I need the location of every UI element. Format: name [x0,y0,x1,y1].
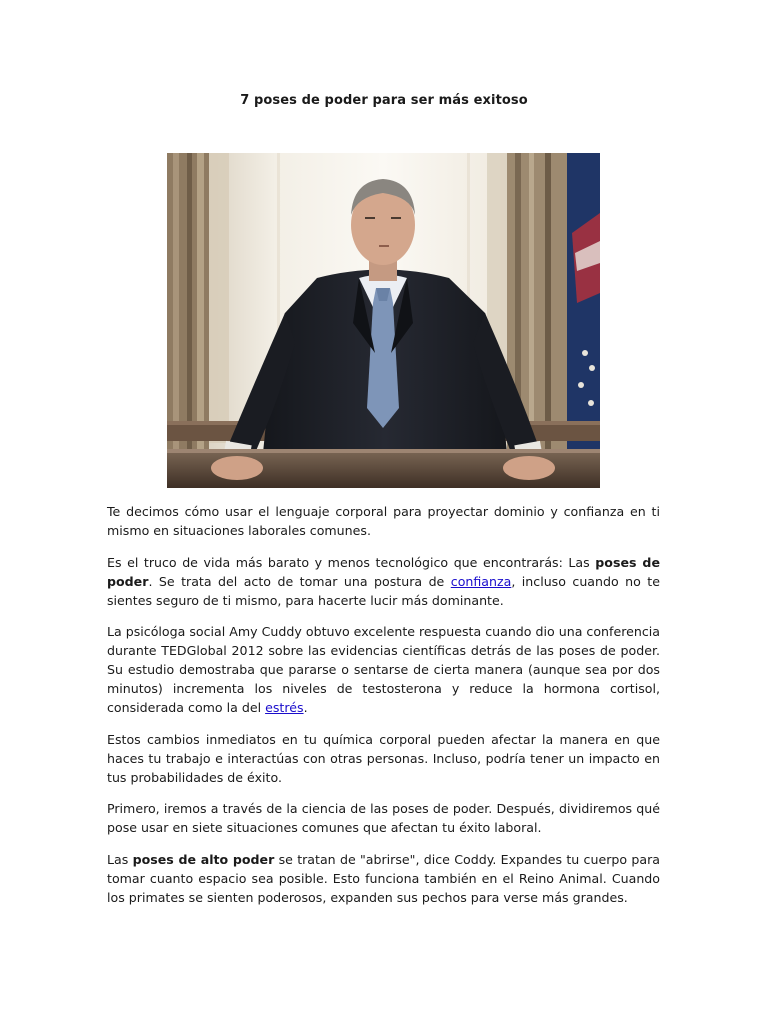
paragraph-chemistry [107,730,660,787]
link-estres[interactable]: estrés [265,700,304,715]
article-body [107,502,660,919]
article-photo [167,153,600,488]
paragraph-intro [107,502,660,540]
paragraph-high-power-pre: Las [107,851,133,867]
bold-poses-de-poder: poses de poder [107,554,660,589]
paragraph-amy-cuddy-pre: La psicóloga social Amy Cuddy obtuvo excelente respuesta cuando dio una conferencia durante TEDGlobal 2012 sobre las evidencias científicas detrás de las poses de poder. Su estudio demostraba que pararse o sentarse de cierta manera (aunque sea por dos minutos) incrementa los niveles de testosterona y reduce la hormona cortisol, considerada como la del [107,624,660,715]
paragraph-power-poses-mid: . Se trata del acto de tomar una postura de [148,573,451,589]
paragraph-amy-cuddy-post: . [303,700,308,715]
paragraph-high-power [107,850,660,907]
paragraph-first [107,799,660,837]
document-title: 7 poses de poder para ser más exitoso [240,93,528,108]
bold-poses-de-alto-poder: poses de alto poder [132,851,275,867]
paragraph-intro-text: Te decimos cómo usar el lenguaje corporal para proyectar dominio y confianza en ti mismo en situaciones laborales comunes. [107,504,660,538]
paragraph-power-poses-pre: Es el truco de vida más barato y menos tecnológico que encontrarás: Las [107,554,596,570]
paragraph-chemistry-text: Estos cambios inmediatos en tu química corporal pueden afectar la manera en que haces tu trabajo e interactúas con otras personas. Incluso, podría tener un impacto en tus probabilidades de éxito. [107,731,660,785]
photo-illustration [167,153,600,488]
paragraph-first-text: Primero, iremos a través de la ciencia de las poses de poder. Después, dividiremos qué pose usar en siete situaciones comunes que afectan tu éxito laboral. [107,801,660,835]
paragraph-high-power-post: se tratan de "abrirse", dice Coddy. Expandes tu cuerpo para tomar cuanto espacio sea posible. Esto funciona también en el Reino Animal. Cuando los primates se sienten poderosos, expanden sus pechos para verse más grandes. [107,851,660,905]
paragraph-power-poses [107,553,660,610]
link-confianza[interactable]: confianza [450,573,512,589]
paragraph-amy-cuddy [107,622,660,717]
paragraph-power-poses-post: , incluso cuando no te sientes seguro de ti mismo, para hacerte lucir más dominante. [107,573,660,608]
